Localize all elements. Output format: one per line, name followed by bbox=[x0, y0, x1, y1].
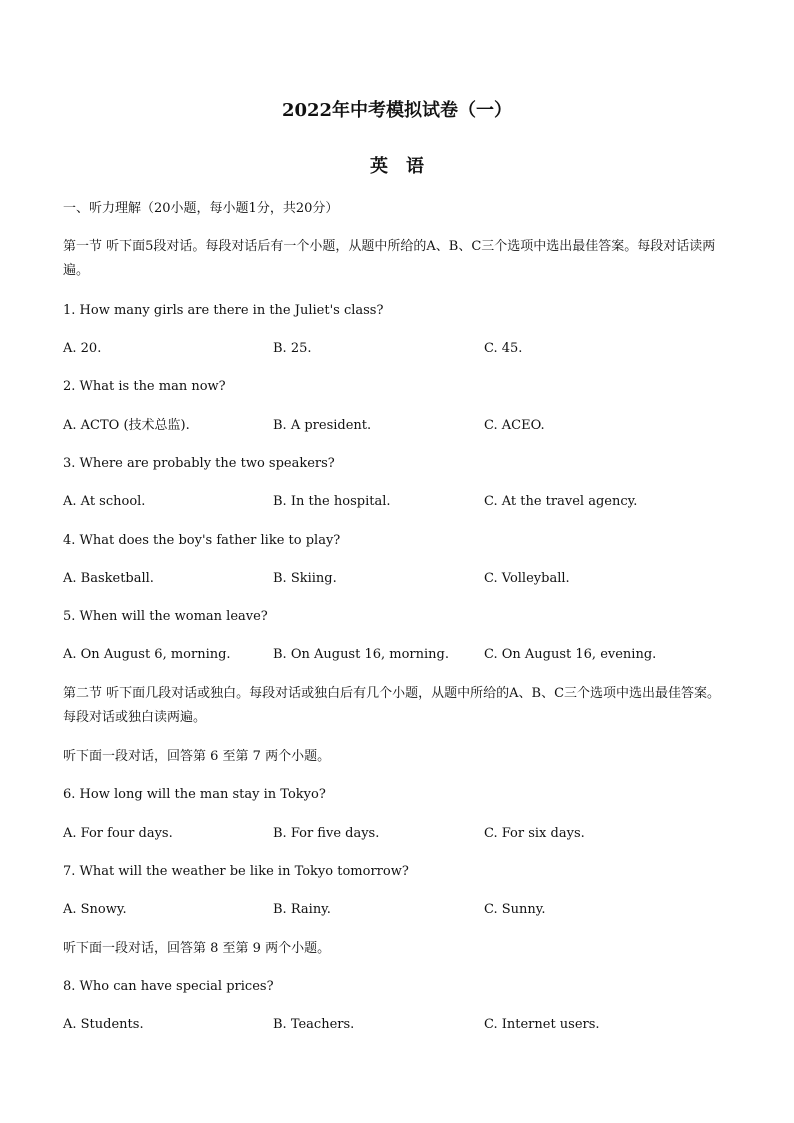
question-3-options bbox=[63, 490, 733, 514]
question-8: 8. Who can have special prices? bbox=[63, 979, 274, 994]
option-b: B. For five days. bbox=[273, 826, 380, 841]
listening-note-8-9: 听下面一段对话，回答第 8 至第 9 两个小题。 bbox=[63, 941, 331, 956]
section2-intro: 第二节 听下面几段对话或独白。每段对话或独白后有几个小题，从题中所给的A、B、C三个选项中选出最佳答案。每段对话或独白读两遍。 bbox=[63, 686, 721, 725]
option-a: A. ACTO (技术总监). bbox=[63, 418, 190, 433]
option-a: A. On August 6, morning. bbox=[63, 647, 231, 662]
listening-note-6-7: 听下面一段对话，回答第 6 至第 7 两个小题。 bbox=[63, 749, 331, 764]
option-c: C. Volleyball. bbox=[484, 571, 570, 586]
option-c: C. Sunny. bbox=[484, 902, 546, 917]
option-a: A. At school. bbox=[63, 494, 146, 509]
option-a: A. 20. bbox=[63, 341, 102, 356]
option-b: B. Teachers. bbox=[273, 1017, 355, 1032]
option-b: B. A president. bbox=[273, 418, 372, 433]
question-5: 5. When will the woman leave? bbox=[63, 609, 268, 624]
option-c: C. On August 16, evening. bbox=[484, 647, 657, 662]
question-3: 3. Where are probably the two speakers? bbox=[63, 456, 335, 471]
question-8-options bbox=[63, 1013, 733, 1037]
part1-heading: 一、听力理解（20小题，每小题1分，共20分） bbox=[63, 201, 339, 216]
option-b: B. In the hospital. bbox=[273, 494, 391, 509]
question-2: 2. What is the man now? bbox=[63, 379, 226, 394]
option-c: C. Internet users. bbox=[484, 1017, 600, 1032]
question-6-options bbox=[63, 822, 733, 846]
option-c: C. ACEO. bbox=[484, 418, 545, 433]
question-4-options bbox=[63, 567, 733, 591]
page-title: 2022年中考模拟试卷（一） bbox=[281, 100, 513, 121]
option-a: A. Basketball. bbox=[63, 571, 154, 586]
option-b: B. Rainy. bbox=[273, 902, 331, 917]
option-c: C. 45. bbox=[484, 341, 523, 356]
question-2-options bbox=[63, 414, 733, 438]
section1-intro: 第一节 听下面5段对话。每段对话后有一个小题，从题中所给的A、B、C三个选项中选出最佳答案。每段对话读两遍。 bbox=[63, 239, 716, 278]
option-b: B. Skiing. bbox=[273, 571, 337, 586]
option-a: A. For four days. bbox=[63, 826, 173, 841]
option-a: A. Snowy. bbox=[63, 902, 127, 917]
option-a: A. Students. bbox=[63, 1017, 144, 1032]
question-7-options bbox=[63, 898, 733, 922]
option-c: C. At the travel agency. bbox=[484, 494, 638, 509]
question-1-options bbox=[63, 337, 733, 361]
option-b: B. 25. bbox=[273, 341, 312, 356]
question-4: 4. What does the boy's father like to play? bbox=[63, 533, 341, 548]
subject-title: 英语 bbox=[370, 156, 442, 177]
question-1: 1. How many girls are there in the Juliet's class? bbox=[63, 303, 384, 318]
question-6: 6. How long will the man stay in Tokyo? bbox=[63, 787, 326, 802]
question-5-options bbox=[63, 643, 733, 667]
option-c: C. For six days. bbox=[484, 826, 585, 841]
option-b: B. On August 16, morning. bbox=[273, 647, 449, 662]
question-7: 7. What will the weather be like in Tokyo tomorrow? bbox=[63, 864, 409, 879]
